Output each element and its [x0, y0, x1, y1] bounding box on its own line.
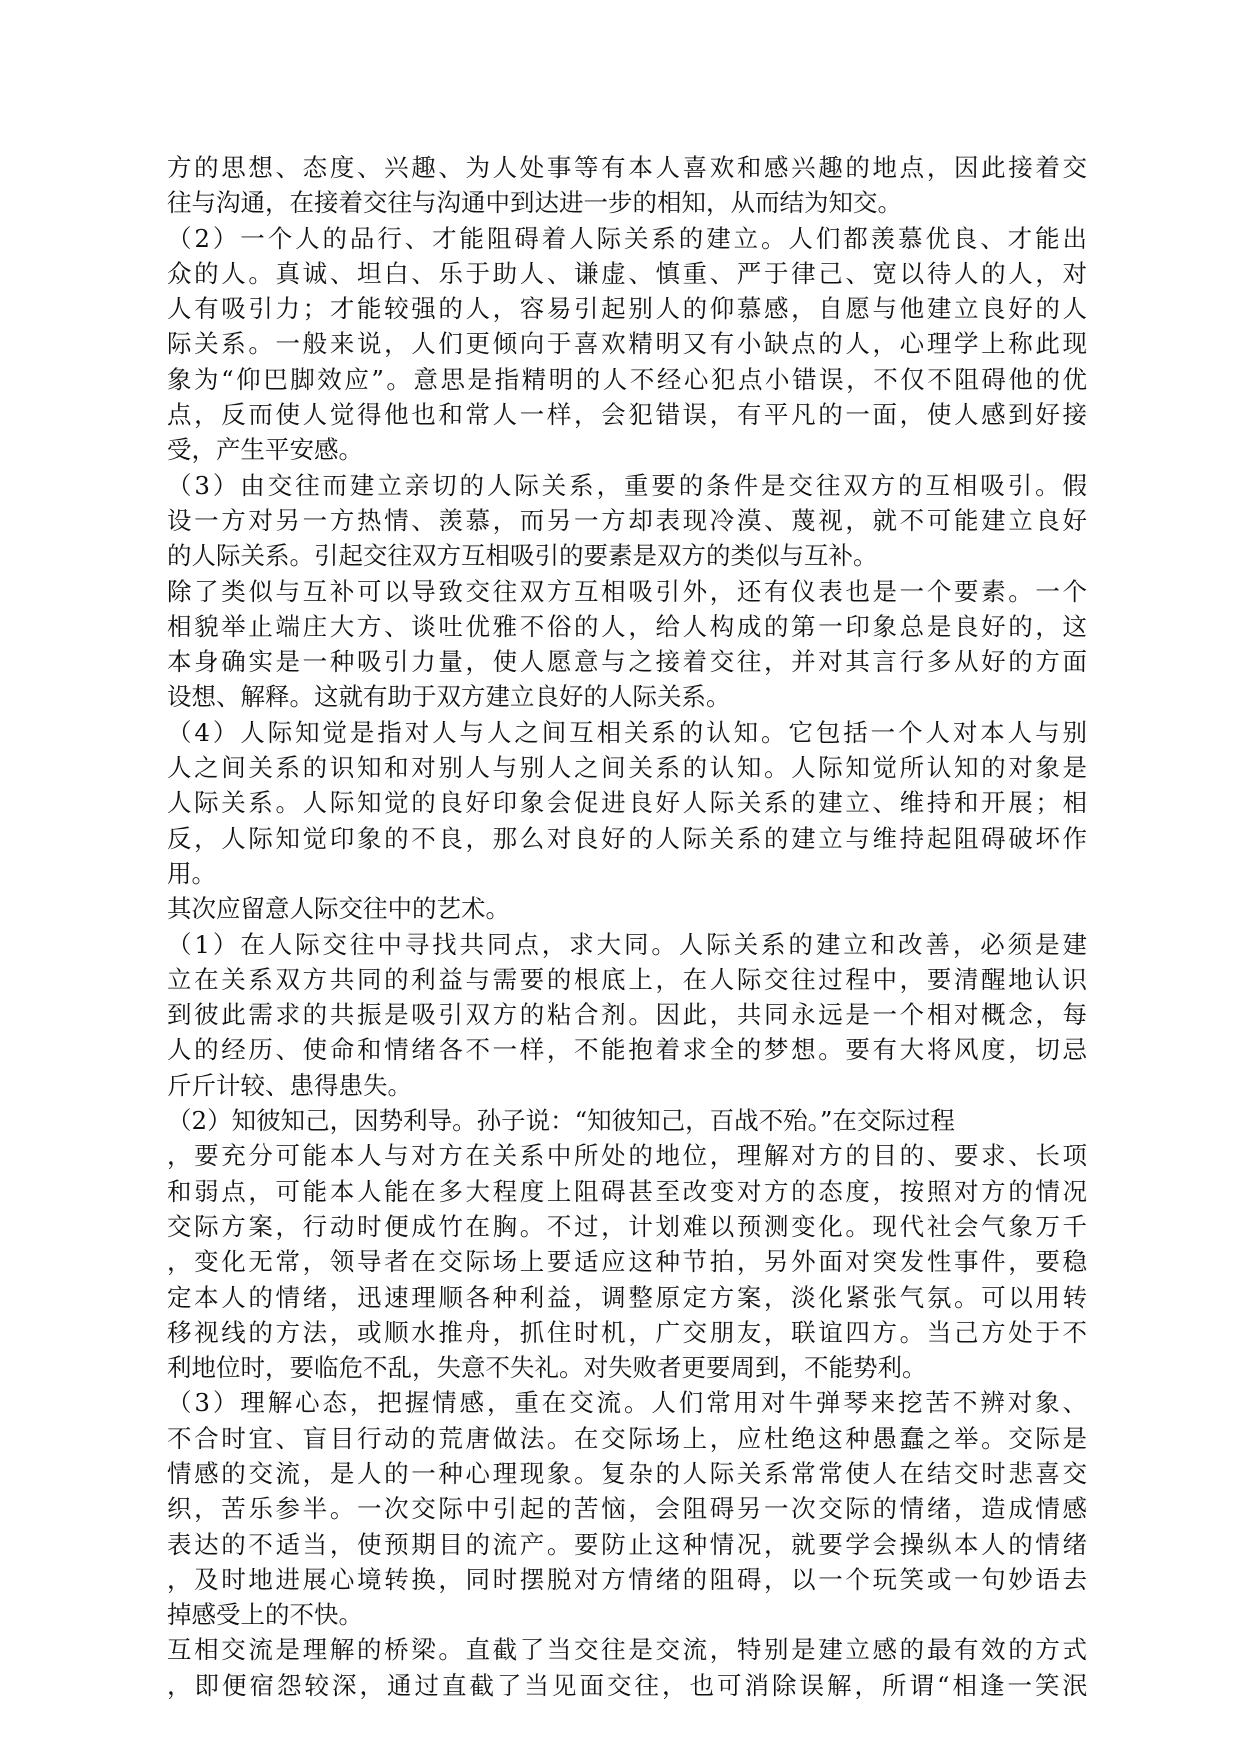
text-line: 交际方案，行动时便成竹在胸。不过，计划难以预测变化。现代社会气象万千 — [167, 1211, 1087, 1241]
text-line: 定本人的情绪，迅速理顺各种利益，调整原定方案，淡化紧张气氛。可以用转 — [167, 1282, 1087, 1312]
text-line: ，变化无常，领导者在交际场上要适应这种节拍，另外面对突发性事件，要稳 — [167, 1247, 1087, 1277]
text-line: 斤斤计较、患得患失。 — [167, 1070, 412, 1100]
text-line: 往与沟通，在接着交往与沟通中到达进一步的相知，从而结为知交。 — [167, 188, 902, 218]
text-line: 本身确实是一种吸引力量，使人愿意与之接着交往，并对其言行多从好的方面 — [167, 647, 1087, 677]
body-text — [167, 150, 1087, 1703]
text-line: （3）由交往而建立亲切的人际关系，重要的条件是交往双方的互相吸引。假 — [167, 470, 1087, 500]
text-line: ，要充分可能本人与对方在关系中所处的地位，理解对方的目的、要求、长项 — [167, 1141, 1087, 1171]
text-line: 利地位时，要临危不乱，失意不失礼。对失败者更要周到，不能势利。 — [167, 1353, 927, 1383]
text-line: 织，苦乐参半。一次交际中引起的苦恼，会阻碍另一次交际的情绪，造成情感 — [167, 1494, 1087, 1524]
text-line: 设想、解释。这就有助于双方建立良好的人际关系。 — [167, 682, 731, 712]
text-line: ，即便宿怨较深，通过直截了当见面交往，也可消除误解，所谓“相逢一笑泯 — [167, 1670, 1087, 1700]
text-line: 际关系。一般来说，人们更倾向于喜欢精明又有小缺点的人，心理学上称此现 — [167, 329, 1087, 359]
text-line: 表达的不适当，使预期目的流产。要防止这种情况，就要学会操纵本人的情绪 — [167, 1529, 1087, 1559]
text-line: 到彼此需求的共振是吸引双方的粘合剂。因此，共同永远是一个相对概念，每 — [167, 1000, 1087, 1030]
text-line: 用。 — [167, 858, 216, 888]
text-line: 移视线的方法，或顺水推舟，抓住时机，广交朋友，联谊四方。当己方处于不 — [167, 1317, 1087, 1347]
text-line: 众的人。真诚、坦白、乐于助人、谦虚、慎重、严于律己、宽以待人的人，对 — [167, 258, 1087, 288]
text-line: 人的经历、使命和情绪各不一样，不能抱着求全的梦想。要有大将风度，切忌 — [167, 1035, 1087, 1065]
text-line: 设一方对另一方热情、羡慕，而另一方却表现冷漠、蔑视，就不可能建立良好 — [167, 505, 1087, 535]
text-line: 掉感受上的不快。 — [167, 1600, 363, 1630]
text-line: 除了类似与互补可以导致交往双方互相吸引外，还有仪表也是一个要素。一个 — [167, 576, 1087, 606]
text-line: （2）一个人的品行、才能阻碍着人际关系的建立。人们都羡慕优良、才能出 — [167, 223, 1087, 253]
text-line: 反，人际知觉印象的不良，那么对良好的人际关系的建立与维持起阻碍破坏作 — [167, 823, 1087, 853]
text-line: 受，产生平安感。 — [167, 435, 363, 465]
text-line: 其次应留意人际交往中的艺术。 — [167, 894, 510, 924]
text-line: （1）在人际交往中寻找共同点，求大同。人际关系的建立和改善，必须是建 — [167, 929, 1087, 959]
text-line: （2）知彼知己，因势利导。孙子说：“知彼知己，百战不殆。”在交际过程 — [167, 1106, 955, 1136]
text-line: 点，反而使人觉得他也和常人一样，会犯错误，有平凡的一面，使人感到好接 — [167, 400, 1087, 430]
text-line: 立在关系双方共同的利益与需要的根底上，在人际交往过程中，要清醒地认识 — [167, 964, 1087, 994]
text-line: 不合时宜、盲目行动的荒唐做法。在交际场上，应杜绝这种愚蠢之举。交际是 — [167, 1423, 1087, 1453]
text-line: （4）人际知觉是指对人与人之间互相关系的认知。它包括一个人对本人与别 — [167, 717, 1087, 747]
text-line: 情感的交流，是人的一种心理现象。复杂的人际关系常常使人在结交时悲喜交 — [167, 1458, 1087, 1488]
text-line: 相貌举止端庄大方、谈吐优雅不俗的人，给人构成的第一印象总是良好的，这 — [167, 611, 1087, 641]
text-line: （3）理解心态，把握情感，重在交流。人们常用对牛弹琴来挖苦不辨对象、 — [167, 1388, 1087, 1418]
text-line: 互相交流是理解的桥梁。直截了当交往是交流，特别是建立感的最有效的方式 — [167, 1635, 1087, 1665]
text-line: ，及时地进展心境转换，同时摆脱对方情绪的阻碍，以一个玩笑或一句妙语去 — [167, 1564, 1087, 1594]
text-line: 人有吸引力；才能较强的人，容易引起别人的仰慕感，自愿与他建立良好的人 — [167, 294, 1087, 324]
text-line: 人之间关系的识知和对别人与别人之间关系的认知。人际知觉所认知的对象是 — [167, 753, 1087, 783]
text-line: 方的思想、态度、兴趣、为人处事等有本人喜欢和感兴趣的地点，因此接着交 — [167, 153, 1087, 182]
text-line: 人际关系。人际知觉的良好印象会促进良好人际关系的建立、维持和开展；相 — [167, 788, 1087, 818]
text-line: 象为“仰巴脚效应”。意思是指精明的人不经心犯点小错误，不仅不阻碍他的优 — [167, 364, 1087, 394]
text-line: 和弱点，可能本人能在多大程度上阻碍甚至改变对方的态度，按照对方的情况 — [167, 1176, 1087, 1206]
text-line: 的人际关系。引起交往双方互相吸引的要素是双方的类似与互补。 — [167, 541, 878, 571]
